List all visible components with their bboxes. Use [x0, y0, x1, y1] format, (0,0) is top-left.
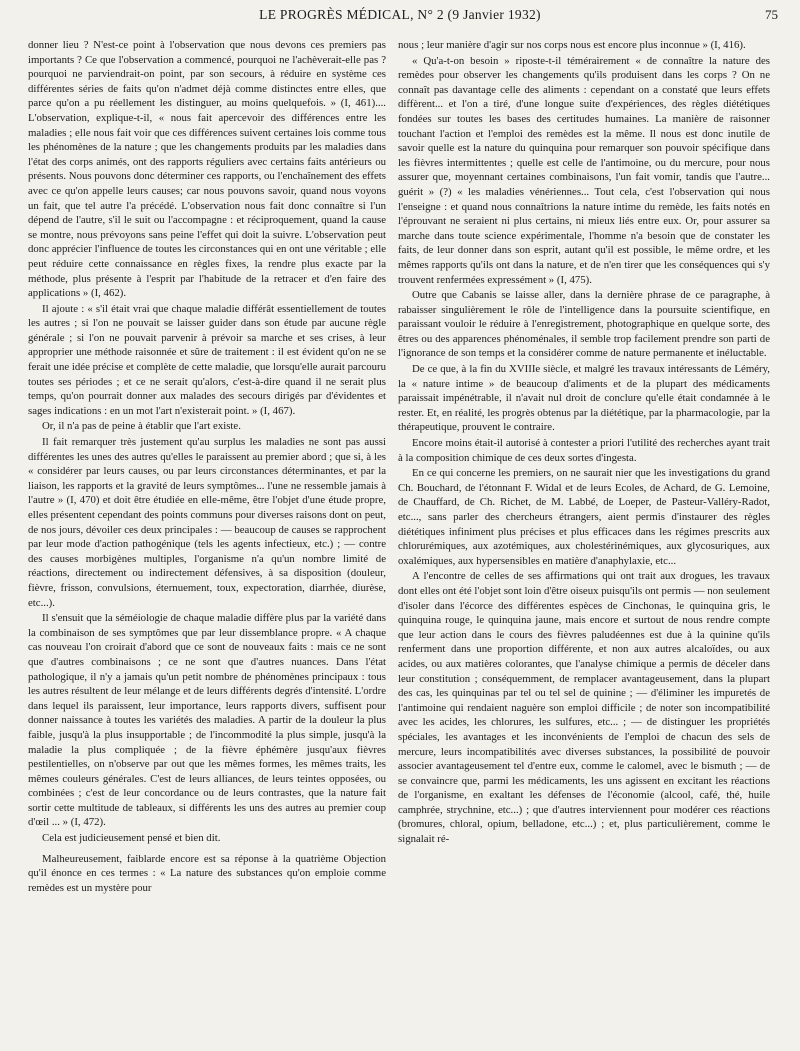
- paragraph: Il fait remarquer très justement qu'au surplus les maladies ne sont pas aussi différentes les unes des autres qu'elles le paraissent au premier abord ; que si, à les « considérer par leurs causes, ou par leurs circonstances déterminantes, et par la liaison, les rapports et la gravité de leurs symptômes... l'une ne ressemble jamais à l'autre » (I, 470) et doit être étudiée en elle-même, être l'objet d'une étude propre, elles présentent cependant des points communs pour diverses raisons dont on peut, de nos jours, dévoiler ces deux principales : — beaucoup de causes se rapprochent par leur mode d'action pathogénique (tels les agents infectieux, etc.) ; — contre des causes morbigènes multiples, l'organisme n'a qu'un nombre limité de réactions, directement ou indirectement défensives, à sa disposition (douleur, fièvre, frisson, convulsions, éternuement, toux, expectoration, diarrhée, diurèse, etc...).: [28, 436, 386, 609]
- paragraph: A l'encontre de celles de ses affirmations qui ont trait aux drogues, les travaux dont elles ont été l'objet sont loin d'être oiseux puisqu'ils ont permis — non seulement d'isoler dans l'écorce des différentes espèces de Cinchonas, le quinquina gris, le quinquina rouge, le quinquina jaune, mais encore et surtout de nous rendre compte que leur action dans le cours des fièvres paludéennes est due à la quinine qu'ils renferment dans une proportion différente, et non aux autres alcaloïdes, ou aux acides, ou aux matières colorantes, que l'analyse chimique a permis de déceler dans leur constitution ; conséquemment, de remplacer avantageusement, dans la plupart des cas, les quinquinas par tel ou tel sel de quinine ; — d'éliminer les impuretés de l'antimoine qui rendaient naguère son emploi difficile ; de noter son incompatibilité avec les acides, les chlorures, les sulfures, etc... ; — de distinguer les propriétés spéciales, les avantages et les inconvénients de l'emploi de chacun des sels de mercure, leurs incompatibilités avec diverses substances, la possibilité de pouvoir associer avantageusement tel d'entre eux, comme le calomel, avec le bismuth ; — de se convaincre que, parmi les médicaments, les uns agissent en excitant les réactions de l'organisme, en exaltant les défenses de l'économie (alcool, café, thé, huile camphrée, strychnine, etc...) ; que d'autres interviennent pour modérer ces réactions (bromures, chloral, opium, belladone, etc...) ; et, plus particulièrement, comme le signalait ré-: [398, 570, 770, 846]
- left-column: [28, 38, 386, 895]
- running-title: LE PROGRÈS MÉDICAL, N° 2 (9 Janvier 1932): [259, 7, 541, 22]
- paragraph: En ce qui concerne les premiers, on ne saurait nier que les investigations du grand Ch. Bouchard, de l'étonnant F. Widal et de leurs Ecoles, de Achard, de G. Lemoine, de Chauffard, de Ch. Richet, de M. Labbé, de Loeper, de Pasteur-Valléry-Radot, etc..., sans parler des chercheurs étrangers, aient permis d'instaurer des règles diététiques infiniment plus précises et plus efficaces dans les régimes prescrits aux chlorurémiques, aux azotémiques, aux cholestérinémiques, aux glycosuriques, aux oxalémiques, aux hypersensibles en matière d'anaphylaxie, etc...: [398, 467, 770, 567]
- page-number: 75: [765, 7, 778, 22]
- paragraph: Il ajoute : « s'il était vrai que chaque maladie différât essentiellement de toutes les autres ; si l'on ne pouvait se laisser guider dans son étude par aucune règle générale ; si l'on ne pouvait parvenir à prévoir sa marche et ses crises, à leur approprier une méthode raisonnée et sûre de traitement : il est évident qu'on ne se ferait une idée précise et complète de cette maladie, que lorsqu'elle aurait parcouru toutes ses périodes ; et ce ne serait qu'alors, c'est-à-dire quand il ne serait plus temps, qu'on pourrait donner aux malades des secours dirigés par d'évidentes et sages indications : en un mot l'art n'existerait point. » (I, 467).: [28, 302, 386, 417]
- paragraph: nous ; leur manière d'agir sur nos corps nous est encore plus inconnue » (I, 416).: [398, 39, 746, 51]
- paragraph: Or, il n'a pas de peine à établir que l'art existe.: [42, 420, 241, 433]
- right-column: [398, 38, 770, 847]
- page-header: [0, 0, 800, 28]
- paragraph: De ce que, à la fin du XVIIIe siècle, et malgré les travaux intéressants de Léméry, la « nature intime » de beaucoup d'aliments et de la plupart des médicaments paraissait impénétrable, il n'avait nul droit de conclure qu'elle était condamnée à le rester. Et, en réalité, les progrès obtenus par la diététique, par la pharmacologie, par la thérapeutique, prouvent le contraire.: [398, 363, 770, 434]
- paragraph: Il s'ensuit que la séméiologie de chaque maladie diffère plus par la variété dans la combinaison de ses symptômes que par leur dissemblance propre. « A chaque cas nouveau l'on croirait d'abord que ce sont de nouveaux faits : mais ce ne sont que d'autres combinaisons ; ce ne sont que d'autres nuances. Dans l'état pathologique, il n'y a jamais qu'un petit nombre de phénomènes principaux : tous les autres résultent de leur mélange et de leurs différents degrés d'intensité. L'ordre dans lequel ils paraissent, leur importance, leurs rapports divers, suffisent pour donner naissance à toutes les variétés des maladies. A partir de la douleur la plus faible, jusqu'à la plus insupportable ; de l'incommodité la plus simple, jusqu'à la maladie la plus compliquée ; de la fièvre éphémère jusqu'aux fièvres pestilentielles, on n'observe par out que les mêmes formes, les mêmes traits, les mêmes couleurs générales. C'est de leurs alliances, de leurs teintes opposées, ou combinées ; c'est de leur concordance ou de leurs contrastes, que la nature fait sortir cette multitude de tableaux, si différents les uns des autres au premier coup d'œil ... » (I, 472).: [28, 612, 386, 829]
- paragraph: « Qu'a-t-on besoin » riposte-t-il témérairement « de connaître la nature des remèdes pour observer les changements qu'ils produisent dans les corps ? On ne connaît pas davantage celle des aliments : cependant on a constaté que leurs effets diffèrent... et l'on a tiré, d'une longue suite d'expériences, des règles diététiques fondées sur toutes les bases des certitudes humaines. La manière de raisonner touchant l'action et l'emploi des remèdes est la même. Il nous est donc inutile de savoir quelle est la nature du quinquina pour remarquer son pouvoir spécifique dans les fièvres intermittentes ; quelle est celle de l'antimoine, ou du mercure, pour nous assurer que, moyennant certaines combinaisons, l'un fait vomir, tandis que l'autre... guérit » (?) « les maladies vénériennes... Tout cela, c'est l'observation qui nous l'enseigne : et quand nous connaîtrions la nature intime du remède, les faits notés en l'éprouvant ne seraient ni plus certains, ni mieux liés entre eux. Or, pour assurer sa marche dans toute science expérimentale, l'homme n'a besoin que de constater les faits, de leur donner dans son esprit, autant qu'il est possible, le même ordre, et les mêmes rapports qu'ils ont dans la nature, et de n'en tirer que les conséquences qui s'y trouvent renfermées expressément » (I, 475).: [398, 54, 770, 286]
- paragraph: Outre que Cabanis se laisse aller, dans la dernière phrase de ce paragraphe, à rabaisser singulièrement le rôle de l'intelligence dans la poursuite scientifique, en paraissant vouloir le réduire à l'enregistrement, photographique en quelque sorte, des êtres ou des apparences phénoménales, il semble trop facilement prendre son parti de l'ignorance de son temps et la considérer comme de nature permanente et inéluctable.: [398, 289, 770, 360]
- paragraph: donner lieu ? N'est-ce point à l'observation que nous devons ces premiers pas importants ? Ce que l'observation a commencé, pourquoi ne l'achèverait-elle pas ? pourquoi ne parviendrait-on point, par son secours, à réduire en système ces différentes séries de faits qu'on n'admet déjà comme distinctes entre elles, que parce qu'on a pu réellement les distinguer, au moins quelquefois. » (I, 461).... L'observation, explique-t-il, « nous fait apercevoir des différences entre les maladies ; elle nous fait voir que ces différences suivent certaines lois comme tous les phénomènes de la nature ; que les changements produits par les maladies dans l'état des corps animés, ont des rapports réguliers avec certains faits antérieurs ou présents. Nous pouvons donc déterminer ces rapports, ou l'enchaînement des effets avec ce qu'on appelle leurs causes; car nous pouvons savoir, quand nous voyons un fait, que tel autre l'a précédé. L'observation nous fait donc connaître si l'un dépend de l'autre, s'il le suit ou l'accompagne : et réciproquement, quand la cause se montre, nous prévoyons sans peine l'effet qui doit la suivre. L'observation peut donc apprécier l'influence de toutes les circonstances qui en ont une véritable ; elle peut réduire cette connaissance en règles fixes, la rendre plus exacte par la méthode, plus présente à l'esprit par l'habitude de la retracer et d'en faire des applications » (I, 462).: [28, 39, 386, 300]
- paragraph: Malheureusement, faiblarde encore est sa réponse à la quatrième Objection qu'il énonce en ces termes : « La nature des substances qu'on emploie comme remèdes est un mystère pour: [28, 852, 386, 894]
- paragraph: Encore moins était-il autorisé à contester a priori l'utilité des recherches ayant trait à la composition chimique de ces deux sortes d'ingesta.: [398, 437, 770, 464]
- paragraph: Cela est judicieusement pensé et bien dit.: [42, 832, 221, 845]
